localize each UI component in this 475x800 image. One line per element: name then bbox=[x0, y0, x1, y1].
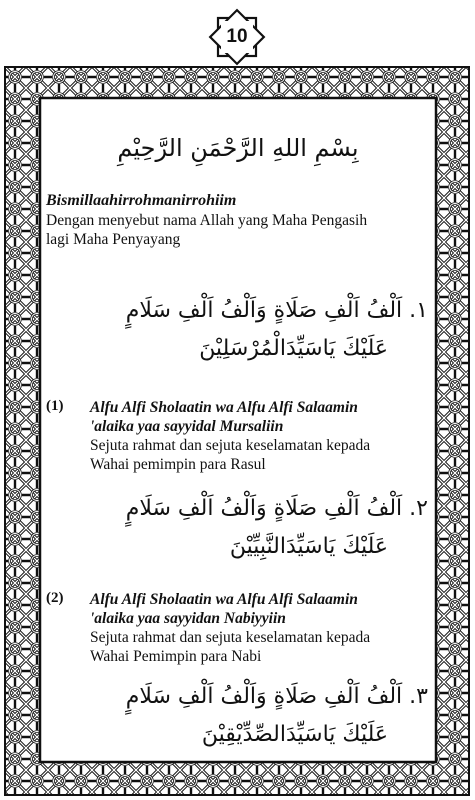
basmala-meaning bbox=[46, 211, 434, 249]
verse-1-transliteration bbox=[90, 398, 432, 436]
verse-1-meaning-line1: Sejuta rahmat dan sejuta keselamatan kepada bbox=[90, 437, 371, 454]
verse-3-arabic-number: ٣. bbox=[409, 684, 428, 709]
verse-2-meaning-line2: Wahai Pemimpin para Nabi bbox=[90, 648, 262, 665]
verse-3-arabic-text1: اَلْفُ اَلْفِ صَلَاةٍ وَاَلْفُ اَلْفِ سَلَامٍ bbox=[125, 684, 403, 709]
verse-1-translit-line1: Alfu Alfi Sholaatin wa Alfu Alfi Salaamin bbox=[90, 399, 358, 416]
verse-2-meaning-line1: Sejuta rahmat dan sejuta keselamatan kepada bbox=[90, 629, 371, 646]
verse-1-translit-line2: 'alaika yaa sayyidal Mursaliin bbox=[90, 418, 284, 435]
verse-2-arabic bbox=[68, 490, 428, 566]
verse-2-translit-line2: 'alaika yaa sayyidan Nabiyyiin bbox=[90, 610, 286, 627]
verse-1-arabic-number: ١. bbox=[409, 298, 428, 323]
verse-3-arabic bbox=[68, 678, 428, 754]
basmala-meaning-line2: lagi Maha Penyayang bbox=[46, 231, 181, 248]
verse-1-arabic bbox=[68, 292, 428, 368]
verse-1-arabic-line2: عَلَيْكَ يَاسَيِّدَالْمُرْسَلِيْنَ bbox=[199, 336, 388, 361]
verse-1-label: (1) bbox=[46, 398, 64, 414]
verse-2-label: (2) bbox=[46, 590, 64, 606]
verse-1-arabic-line1 bbox=[68, 292, 428, 330]
verse-2-transliteration bbox=[90, 590, 432, 628]
page-content bbox=[42, 100, 434, 760]
verse-2-arabic-number: ٢. bbox=[409, 496, 428, 521]
verse-2-meaning bbox=[90, 628, 432, 666]
page-number-badge bbox=[206, 6, 268, 68]
verse-2-arabic-text1: اَلْفُ اَلْفِ صَلَاةٍ وَاَلْفُ اَلْفِ سَلَامٍ bbox=[125, 496, 403, 521]
basmala-meaning-line1: Dengan menyebut nama Allah yang Maha Pengasih bbox=[46, 212, 368, 229]
basmala-transliteration: Bismillaahirrohmanirrohiim bbox=[46, 192, 237, 209]
verse-1-meaning bbox=[90, 436, 432, 474]
verse-2-arabic-line1 bbox=[68, 490, 428, 528]
verse-3-arabic-line2: عَلَيْكَ يَاسَيِّدَالصِّدِّيْقِيْنَ bbox=[201, 722, 388, 747]
verse-2-arabic-line2: عَلَيْكَ يَاسَيِّدَالنَّبِيِّيْنَ bbox=[229, 534, 388, 559]
verse-2-translit-line1: Alfu Alfi Sholaatin wa Alfu Alfi Salaamin bbox=[90, 591, 358, 608]
verse-1-meaning-line2: Wahai pemimpin para Rasul bbox=[90, 456, 266, 473]
basmala-arabic: بِسْمِ اللهِ الرَّحْمَنِ الرَّحِيْمِ bbox=[117, 134, 359, 162]
verse-1-arabic-text1: اَلْفُ اَلْفِ صَلَاةٍ وَاَلْفُ اَلْفِ سَلَامٍ bbox=[125, 298, 403, 323]
verse-3-arabic-line1 bbox=[68, 678, 428, 716]
page-number: 10 bbox=[226, 26, 248, 47]
